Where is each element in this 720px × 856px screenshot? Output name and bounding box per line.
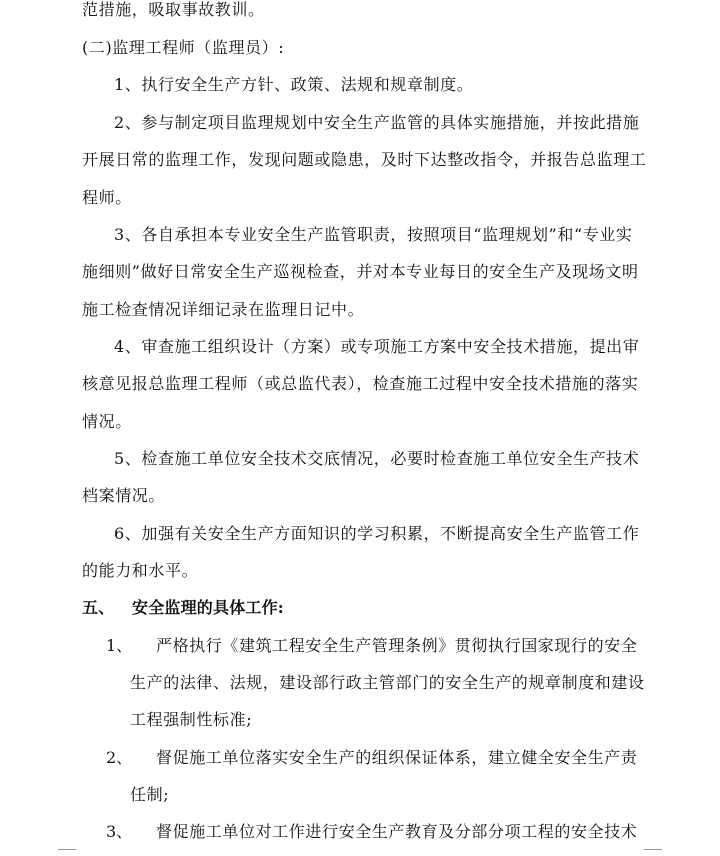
section-heading-supervising-engineer: (二)监理工程师（监理员）: (82, 38, 285, 57)
page-corner-mark (58, 849, 76, 856)
paragraph-line: 程师。 (82, 188, 132, 207)
list-item-line: 督促施工单位对工作进行安全生产教育及分部分项工程的安全技术 (156, 822, 638, 841)
paragraph-line: 4、审查施工组织设计（方案）或专项施工方案中安全技术措施，提出审 (114, 337, 640, 356)
paragraph-line: 5、检查施工单位安全技术交底情况，必要时检查施工单位安全生产技术 (114, 449, 640, 468)
paragraph-line: 情况。 (82, 412, 132, 431)
paragraph-line: 的能力和水平。 (82, 561, 199, 580)
paragraph-line: 范措施，吸取事故教训。 (82, 0, 265, 19)
paragraph-line: 核意见报总监理工程师（或总监代表），检查施工过程中安全技术措施的落实 (82, 374, 639, 393)
paragraph-line: 施工检查情况详细记录在监理日记中。 (82, 300, 365, 319)
paragraph-line: 6、加强有关安全生产方面知识的学习积累，不断提高安全生产监管工作 (114, 524, 640, 543)
list-item-line: 工程强制性标准; (130, 710, 253, 729)
paragraph-line: 开展日常的监理工作，发现问题或隐患，及时下达整改指令，并报告总监理工 (82, 150, 647, 169)
list-item-line: 督促施工单位落实安全生产的组织保证体系，建立健全安全生产责 (156, 748, 638, 767)
section-number: 五、 (82, 598, 115, 617)
paragraph-line: 1、执行安全生产方针、政策、法规和规章制度。 (114, 75, 474, 94)
list-item-number: 1、 (106, 636, 133, 655)
page-corner-mark (644, 849, 662, 856)
paragraph-line: 施细则”做好日常安全生产巡视检查，并对本专业每日的安全生产及现场文明 (82, 262, 639, 281)
section-heading-specific-work: 安全监理的具体工作: (132, 598, 284, 617)
list-item-line: 严格执行《建筑工程安全生产管理条例》贯彻执行国家现行的安全 (156, 636, 638, 655)
paragraph-line: 2、参与制定项目监理规划中安全生产监管的具体实施措施，并按此措施 (114, 113, 640, 132)
list-item-line: 生产的法律、法规，建设部行政主管部门的安全生产的规章制度和建设 (130, 673, 645, 692)
paragraph-line: 档案情况。 (82, 486, 166, 505)
list-item-number: 3、 (106, 822, 133, 841)
paragraph-line: 3、各自承担本专业安全生产监管职责，按照项目“监理规划”和“专业实 (114, 225, 633, 244)
list-item-number: 2、 (106, 748, 133, 767)
list-item-line: 任制; (130, 785, 170, 804)
